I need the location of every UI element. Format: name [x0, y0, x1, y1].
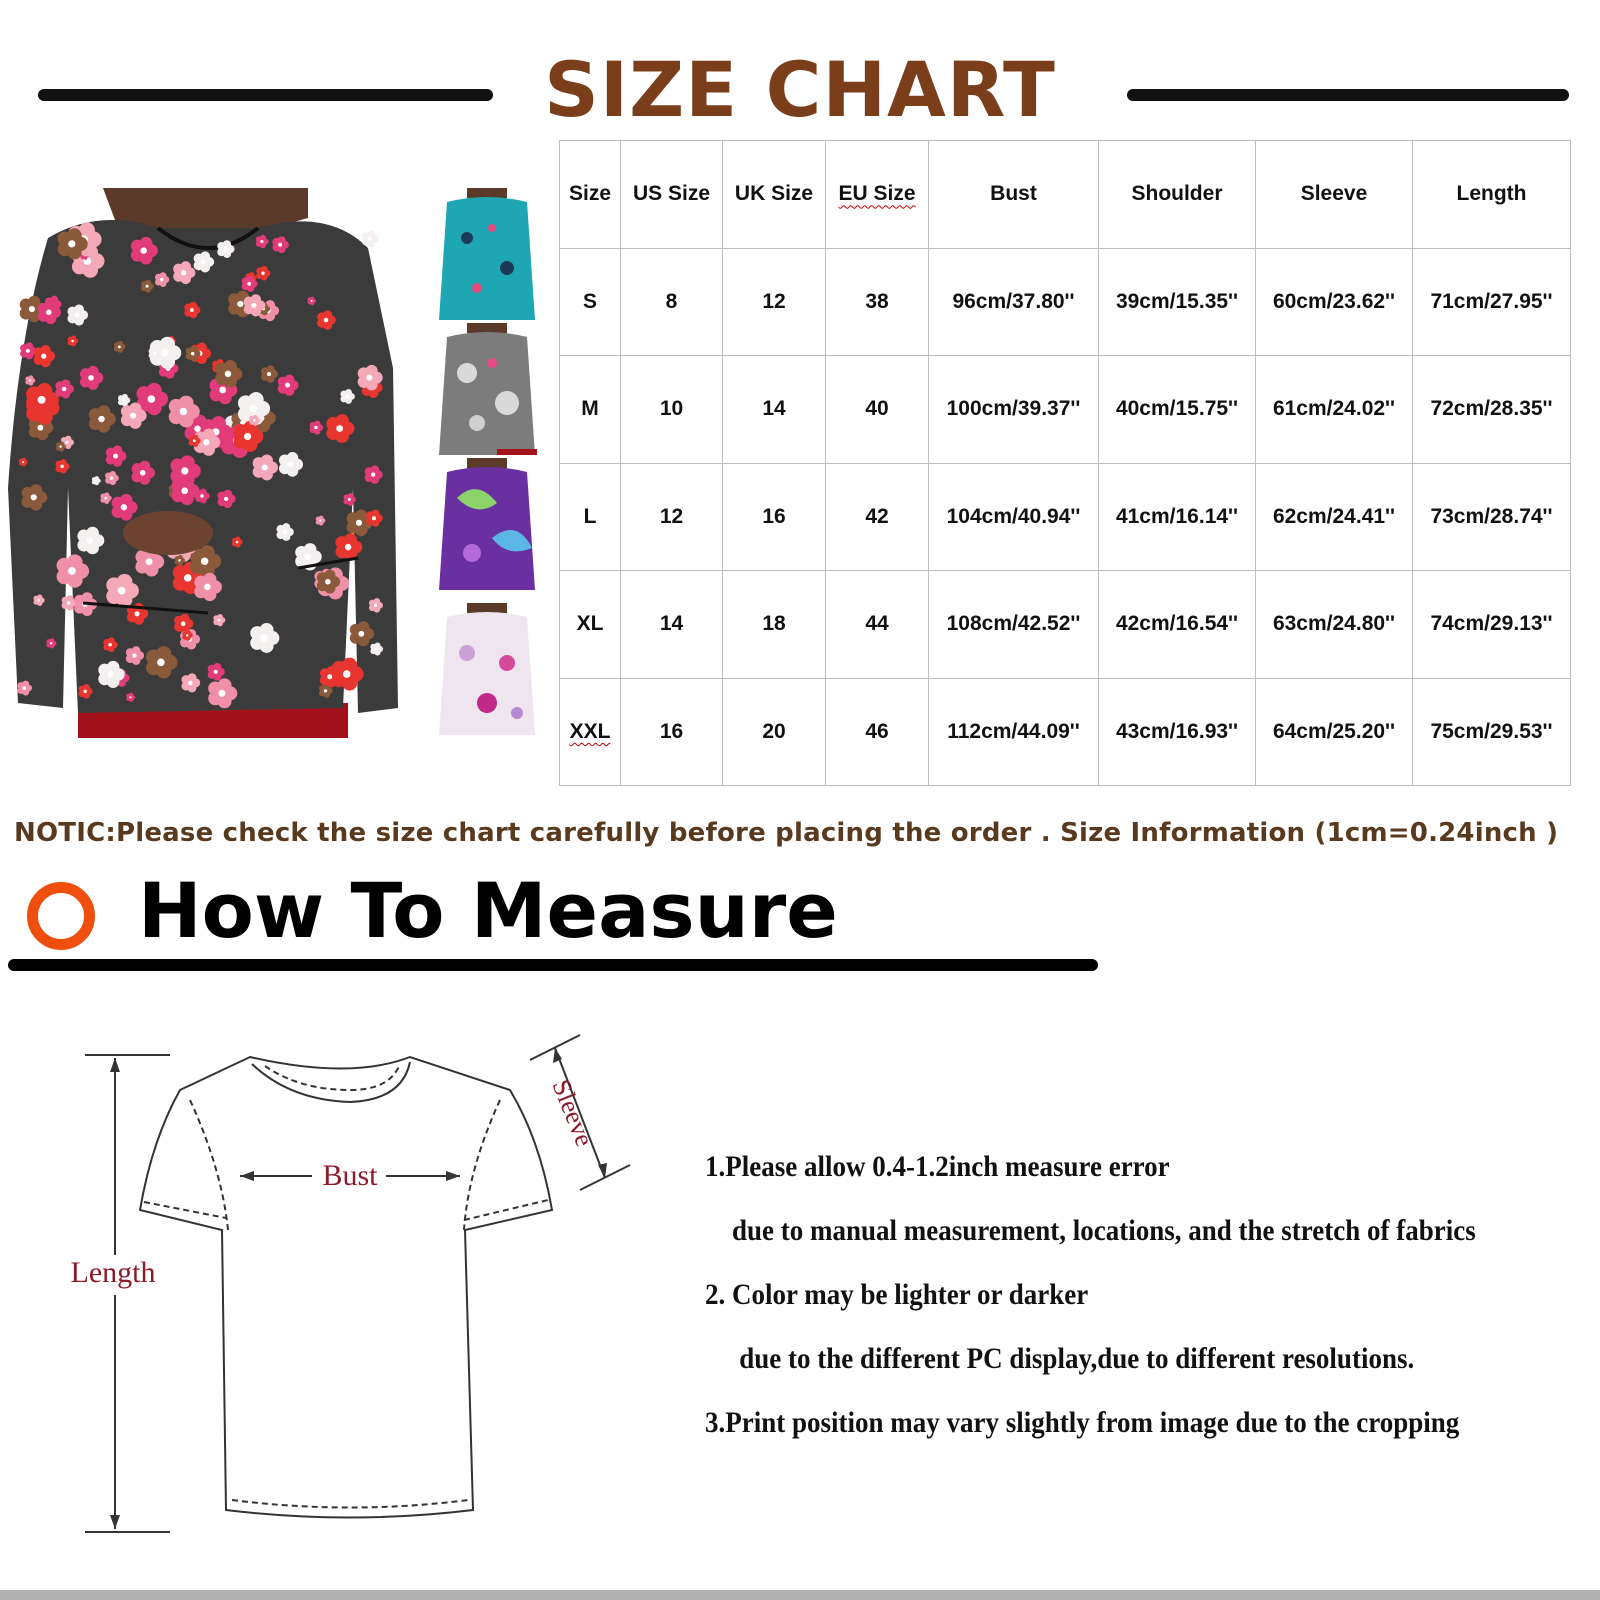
note-line: 1.Please allow 0.4-1.2inch measure error [705, 1150, 1170, 1183]
table-cell: M [560, 356, 621, 464]
table-row [560, 571, 1571, 679]
table-header-row [560, 141, 1571, 249]
table-cell: 64cm/25.20'' [1256, 678, 1413, 786]
table-cell: 62cm/24.41'' [1256, 463, 1413, 571]
section-rule [8, 959, 1098, 971]
table-cell: 14 [723, 356, 826, 464]
table-row [560, 248, 1571, 356]
table-cell: S [560, 248, 621, 356]
table-cell: 63cm/24.80'' [1256, 571, 1413, 679]
table-cell: 39cm/15.35'' [1099, 248, 1256, 356]
header-rule-right [1127, 89, 1569, 101]
note-line: 3.Print position may vary slightly from image due to the cropping [705, 1406, 1460, 1439]
table-cell: 108cm/42.52'' [929, 571, 1099, 679]
table-cell: 40 [826, 356, 929, 464]
table-cell: 61cm/24.02'' [1256, 356, 1413, 464]
sleeve-label: Sleeve [546, 1075, 600, 1151]
table-cell: 72cm/28.35'' [1413, 356, 1571, 464]
table-cell: 74cm/29.13'' [1413, 571, 1571, 679]
table-cell: 104cm/40.94'' [929, 463, 1099, 571]
thumb-grey [437, 323, 537, 455]
size-chart-table [559, 140, 1571, 786]
table-cell: 42 [826, 463, 929, 571]
table-cell: 12 [621, 463, 723, 571]
table-cell: 73cm/28.74'' [1413, 463, 1571, 571]
table-cell: 96cm/37.80'' [929, 248, 1099, 356]
table-cell: 10 [621, 356, 723, 464]
table-cell [560, 678, 621, 786]
column-header [826, 141, 929, 249]
column-header: US Size [621, 141, 723, 249]
table-cell: 16 [621, 678, 723, 786]
thumb-teal [437, 188, 537, 320]
table-cell: 75cm/29.53'' [1413, 678, 1571, 786]
section-title: How To Measure [138, 866, 838, 955]
size-notice: NOTIC:Please check the size chart carefully before placing the order . Size Information (1cm=0.24inch ) [14, 818, 1559, 848]
table-cell: L [560, 463, 621, 571]
column-header: Sleeve [1256, 141, 1413, 249]
ring-bullet-icon [27, 882, 95, 950]
table-row [560, 463, 1571, 571]
table-cell: 38 [826, 248, 929, 356]
bottom-border [0, 1590, 1600, 1600]
table-cell: 18 [723, 571, 826, 679]
table-cell: 41cm/16.14'' [1099, 463, 1256, 571]
bust-label: Bust [322, 1159, 378, 1192]
column-header: UK Size [723, 141, 826, 249]
table-cell: 20 [723, 678, 826, 786]
table-cell: 14 [621, 571, 723, 679]
column-header: Size [560, 141, 621, 249]
note-line: due to manual measurement, locations, and the stretch of fabrics [732, 1214, 1476, 1247]
thumb-white-pink [437, 603, 537, 735]
table-cell: 46 [826, 678, 929, 786]
table-cell: 16 [723, 463, 826, 571]
table-cell: 112cm/44.09'' [929, 678, 1099, 786]
thumb-purple [437, 458, 537, 590]
table-cell-text: XXL [569, 719, 611, 743]
table-cell: 40cm/15.75'' [1099, 356, 1256, 464]
tshirt-measure-diagram [40, 1030, 660, 1550]
column-header: Bust [929, 141, 1099, 249]
column-header: Length [1413, 141, 1571, 249]
table-row [560, 678, 1571, 786]
column-header: Shoulder [1099, 141, 1256, 249]
table-cell: 43cm/16.93'' [1099, 678, 1256, 786]
table-cell: 100cm/39.37'' [929, 356, 1099, 464]
table-cell: 60cm/23.62'' [1256, 248, 1413, 356]
page-title: SIZE CHART [544, 45, 1056, 134]
table-cell: 44 [826, 571, 929, 679]
table-cell: XL [560, 571, 621, 679]
main-product-photo [8, 188, 400, 738]
table-cell: 12 [723, 248, 826, 356]
column-header-text: EU Size [838, 182, 916, 206]
note-line: due to the different PC display,due to different resolutions. [739, 1342, 1415, 1375]
table-row [560, 356, 1571, 464]
table-cell: 42cm/16.54'' [1099, 571, 1256, 679]
table-cell: 8 [621, 248, 723, 356]
note-line: 2. Color may be lighter or darker [705, 1278, 1089, 1311]
length-label: Length [70, 1256, 156, 1289]
table-cell: 71cm/27.95'' [1413, 248, 1571, 356]
